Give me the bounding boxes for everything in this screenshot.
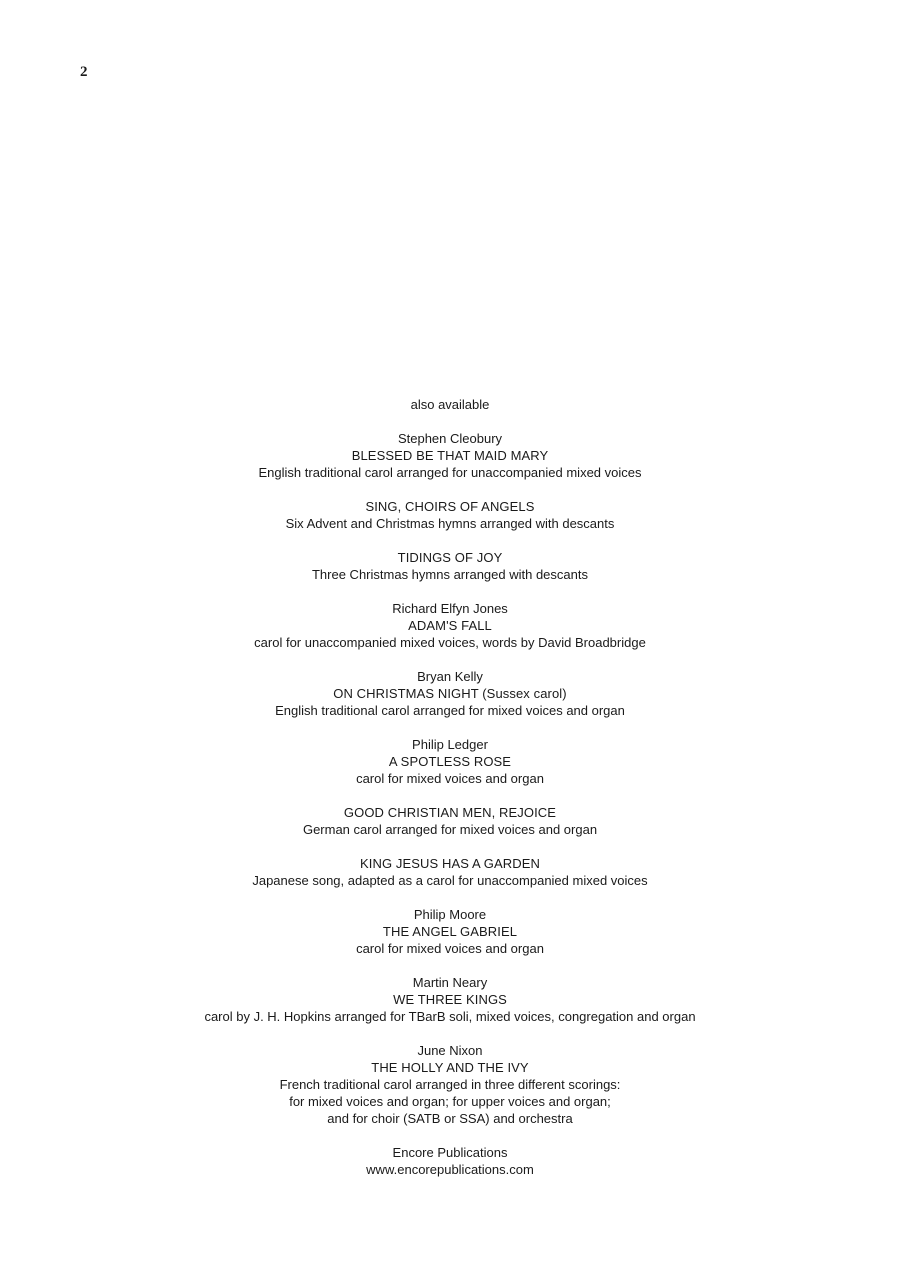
work-description: French traditional carol arranged in three different scorings:	[279, 1077, 621, 1092]
work-title: THE HOLLY AND THE IVY	[371, 1060, 529, 1075]
publisher-block	[0, 1144, 900, 1178]
composer-name: Stephen Cleobury	[397, 431, 503, 446]
work-description: Japanese song, adapted as a carol for unaccompanied mixed voices	[252, 873, 648, 888]
catalogue-entry	[0, 804, 900, 838]
composer-name: June Nixon	[417, 1043, 483, 1058]
work-title: GOOD CHRISTIAN MEN, REJOICE	[343, 805, 557, 820]
work-title: TIDINGS OF JOY	[397, 550, 503, 565]
catalogue-entry	[0, 736, 900, 787]
composer-name: Bryan Kelly	[417, 669, 483, 684]
catalogue-entry	[0, 1042, 900, 1127]
work-title: BLESSED BE THAT MAID MARY	[351, 448, 549, 463]
catalogue-entry	[0, 600, 900, 651]
catalogue-entry	[0, 974, 900, 1025]
catalogue-entry	[0, 549, 900, 583]
work-description: and for choir (SATB or SSA) and orchestra	[327, 1111, 573, 1126]
work-title: SING, CHOIRS OF ANGELS	[365, 499, 535, 514]
catalogue-entries	[0, 430, 900, 1127]
composer-name: Philip Ledger	[412, 737, 488, 752]
work-description: carol for mixed voices and organ	[356, 771, 544, 786]
work-title: ADAM'S FALL	[408, 618, 492, 633]
catalogue-entry	[0, 855, 900, 889]
work-title: ON CHRISTMAS NIGHT (Sussex carol)	[333, 686, 567, 701]
catalogue-entry	[0, 906, 900, 957]
catalogue-entry	[0, 668, 900, 719]
page-number: 2	[80, 64, 88, 80]
composer-name: Richard Elfyn Jones	[392, 601, 508, 616]
work-description: Three Christmas hymns arranged with descants	[311, 567, 588, 582]
work-description: German carol arranged for mixed voices and organ	[302, 822, 598, 837]
publisher-name: Encore Publications	[392, 1145, 508, 1160]
work-description: English traditional carol arranged for unaccompanied mixed voices	[258, 465, 642, 480]
publisher-website[interactable]: www.encorepublications.com	[366, 1162, 534, 1177]
catalogue-entry	[0, 498, 900, 532]
work-title: THE ANGEL GABRIEL	[382, 924, 518, 939]
composer-name: Martin Neary	[412, 975, 488, 990]
work-title: A SPOTLESS ROSE	[388, 754, 512, 769]
composer-name: Philip Moore	[413, 907, 487, 922]
work-title: KING JESUS HAS A GARDEN	[359, 856, 540, 871]
catalogue-list	[0, 396, 900, 1178]
work-description: English traditional carol arranged for mixed voices and organ	[275, 703, 625, 718]
work-description: carol by J. H. Hopkins arranged for TBarB soli, mixed voices, congregation and organ	[204, 1009, 696, 1024]
catalogue-entry	[0, 430, 900, 481]
work-description: carol for unaccompanied mixed voices, words by David Broadbridge	[254, 635, 646, 650]
work-description: for mixed voices and organ; for upper voices and organ;	[289, 1094, 611, 1109]
work-description: carol for mixed voices and organ	[356, 941, 544, 956]
work-title: WE THREE KINGS	[393, 992, 507, 1007]
also-available-heading: also available	[410, 397, 490, 412]
work-description: Six Advent and Christmas hymns arranged with descants	[285, 516, 615, 531]
